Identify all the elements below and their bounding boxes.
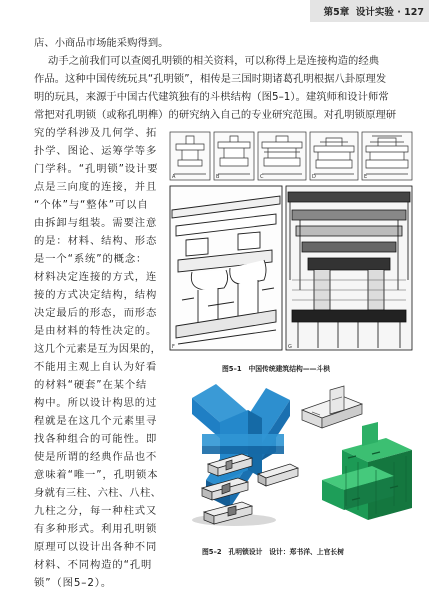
running-header: [300, 4, 424, 18]
column-line: 找各种组合的可能性。即: [34, 433, 158, 445]
panel-label: D: [312, 174, 316, 180]
green-lock-photo: [322, 422, 412, 520]
body-line: 明的玩具，来源于中国古代建筑独有的斗栱结构（图5–1）。建筑师和设计师常: [34, 91, 389, 103]
column-line: 是一个“系统”的概念：: [34, 253, 148, 265]
chapter-label: 第5章: [323, 7, 350, 18]
lock-sketch-top: [302, 386, 362, 428]
column-line: 意味着“唯一”，孔明锁本: [34, 469, 159, 481]
body-line: 常把对孔明锁（或称孔明榫）的研究纳入自己的专业研究范围。对孔明锁原理研: [34, 109, 397, 121]
dougong-elevation-drawing: [286, 186, 412, 350]
dougong-panel-d: [310, 132, 358, 180]
column-line: 材料、不同构造的“孔明: [34, 559, 153, 571]
dougong-panel-c: [258, 132, 306, 180]
column-line: 有多种形式。利用孔明锁: [34, 523, 158, 535]
column-line: “个体”与“整体”可以自: [34, 199, 149, 211]
column-line: 锁”（图5–2）。: [34, 577, 113, 589]
column-line: 的是：材料、结构、形态: [34, 235, 158, 247]
column-line: 九柱之分，每一种柱式又: [34, 505, 158, 517]
column-line: 门学科。“孔明锁”设计要: [34, 163, 159, 175]
dougong-perspective-drawing: [170, 186, 282, 350]
column-line: 材料决定连接的方式，连: [34, 271, 158, 283]
column-line: 程就是在这几个元素里寻: [34, 415, 158, 427]
column-line: 使是所谓的经典作品也不: [34, 451, 158, 463]
dougong-panel-b: [214, 132, 254, 180]
column-line: 原理可以设计出各种不同: [34, 541, 158, 553]
panel-label: C: [260, 174, 264, 180]
column-line: 是由材料的特性决定的。: [34, 325, 158, 337]
column-line: 究的学科涉及几何学、拓: [34, 127, 158, 139]
column-line: 不能用主观上自认为好看: [34, 361, 158, 373]
figure-dougong-drawings: [168, 130, 414, 352]
column-line: 点是三向度的连接，并且: [34, 181, 158, 193]
column-line: 身就有三柱、六柱、八柱、: [34, 487, 162, 499]
column-line: 决定最后的形态，而形态: [34, 307, 158, 319]
column-line: 的材料“硬套”在某个结: [34, 379, 148, 391]
dougong-panel-e: [362, 132, 412, 180]
body-line: 店、小商品市场能采购得到。: [34, 37, 169, 49]
column-line: 扑学、图论、运筹学等多: [34, 145, 158, 157]
column-line: 这几个元素是互为因果的，: [34, 343, 162, 355]
figure-2-caption: 图5–2 孔明锁设计 设计：郑书洋、上官长树: [202, 548, 344, 556]
panel-label: E: [364, 174, 368, 180]
column-line: 接的方式决定结构，结构: [34, 289, 158, 301]
panel-label: B: [216, 174, 220, 180]
page-number: · 127: [397, 7, 424, 18]
figure-lock-designs: [172, 370, 424, 542]
panel-label: F: [172, 344, 175, 350]
panel-label: A: [172, 174, 176, 180]
column-line: 构中。所以设计构思的过: [34, 397, 158, 409]
body-line: 作品。这种中国传统玩具“孔明锁”，相传是三国时期诸葛孔明根据八卦原理发: [34, 73, 387, 85]
dougong-panel-a: [170, 132, 210, 180]
panel-label: G: [288, 344, 292, 350]
figure-1-caption: 图5–1 中国传统建筑结构——斗栱: [222, 365, 331, 373]
body-line: 动手之前我们可以查阅孔明锁的相关资料，可以称得上是连接构造的经典: [48, 55, 380, 67]
column-line: 由拆卸与组装。需要注意: [34, 217, 158, 229]
chapter-title: 设计实验: [355, 7, 394, 18]
lock-sketch-pieces: [202, 454, 298, 524]
